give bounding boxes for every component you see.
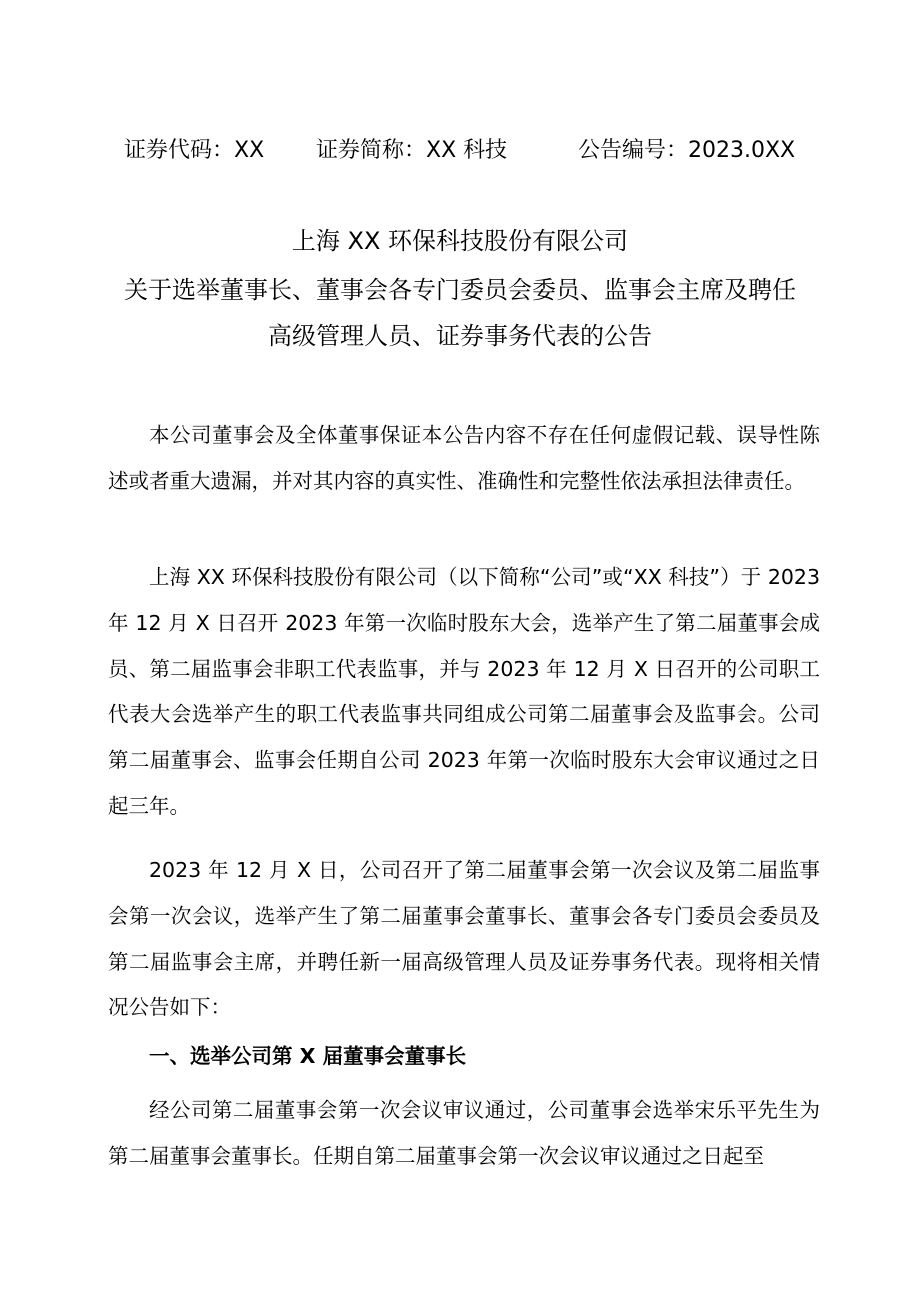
meeting-paragraph: 2023 年 12 月 X 日，公司召开了第二届董事会第一次会议及第二届监事会第一次会议，选举产生了第二届董事会董事长、董事会各专门委员会委员及第二届监事会主席，并聘任新一届高级管理人员及证券事务代表。现将相关情况公告如下： <box>108 858 820 1020</box>
title-subject-line-2: 高级管理人员、证券事务代表的公告 <box>268 322 652 350</box>
security-short-name: 证券简称：XX 科技 <box>316 138 508 163</box>
title-company-name: 上海 XX 环保科技股份有限公司 <box>291 227 629 255</box>
chairman-election-paragraph: 经公司第二届董事会第一次会议审议通过，公司董事会选举宋乐平先生为第二届董事会董事长。任期自第二届董事会第一次会议审议通过之日起至 <box>108 1098 820 1168</box>
title-subject-line-1: 关于选举董事长、董事会各专门委员会委员、监事会主席及聘任 <box>124 276 796 304</box>
background-paragraph: 上海 XX 环保科技股份有限公司（以下简称“公司”或“XX 科技”）于 2023 年 12 月 X 日召开 2023 年第一次临时股东大会，选举产生了第二届董事会成员、第二届监事会非职工代表监事，并与 2023 年 12 月 X 日召开的公司职工代表大会选举产生的职工代表监事共同组成公司第二届董事会及监事会。公司第二届董事会、监事会任期自公司 2023 年第一次临时股东大会审议通过之日起三年。 <box>108 565 820 818</box>
section-1-heading: 一、选举公司第 X 届董事会董事长 <box>149 1044 467 1068</box>
security-code: 证券代码：XX <box>124 138 265 163</box>
announcement-number: 公告编号：2023.0XX <box>578 138 796 163</box>
board-statement-paragraph: 本公司董事会及全体董事保证本公告内容不存在任何虚假记载、误导性陈述或者重大遗漏，并对其内容的真实性、准确性和完整性依法承担法律责任。 <box>108 423 820 493</box>
announcement-header <box>0 134 920 168</box>
